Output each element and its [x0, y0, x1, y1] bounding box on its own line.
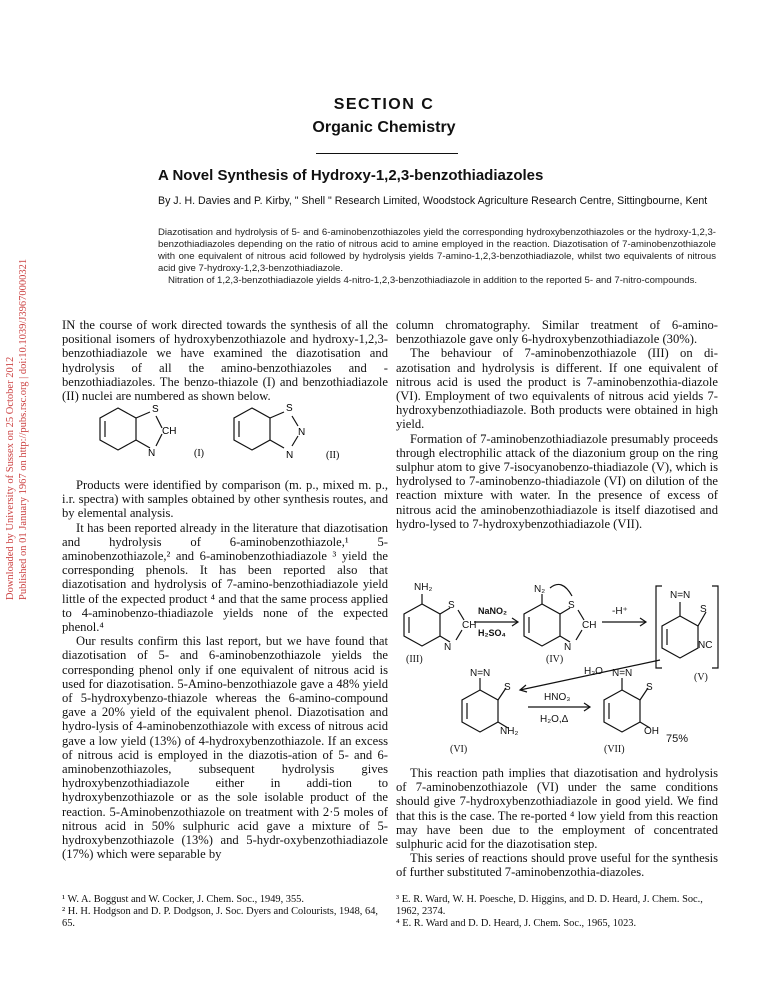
atom-ch: CH: [162, 426, 177, 437]
paragraph: It has been reported already in the literature that diazotisation and hydrolysis of 6-aminobenzothiazole,¹ 5-aminobenzothiazole,² and 6-aminobenzothiadiazole ³ yield the corresponding phenols. It has been reported also that diazotisation and hydrolysis of 7-amino-benzothiadiazole yield little of the expected product ⁴ and that the same process applied to 4-aminobenzo-thiadiazole yields none of the expected phenol.⁴: [62, 520, 388, 635]
paragraph: Formation of 7-aminobenzothiadiazole presumably proceeds through electrophilic attack of the diazonium group on the ring sulphur atom to give 7-isocyanobenzo-thiadiazole (V), which is hydrolysed to 7-aminobenzo-thiadiazole (VI) on dilution of the reaction mixture with water. In the presence of excess of nitrous acid the aminobenzothiadiazole is itself diazotised and hydro-lysed to 7-hydroxybenzothiadiazole (VII).: [396, 431, 718, 531]
atom-s: S: [646, 682, 653, 693]
structure-label: (VII): [604, 744, 625, 755]
atom-n: N: [286, 450, 294, 461]
structure-label: (II): [326, 450, 340, 461]
right-column-body: [396, 318, 718, 531]
intro-paragraph: IN the course of work directed towards the synthesis of all the positional isomers of hydroxybenzothiazole and hydroxy-1,2,3-benzothiadiazole we have examined the diazotisation and hydrolysis of all the amino-benzothiazoles and -benzothiadiazoles. The benzo-thiazole (I) and benzothiadiazole (II) nuclei are numbered as shown below.: [62, 318, 388, 404]
structure-label: (I): [194, 448, 204, 459]
abstract: [158, 227, 716, 287]
atom-n: N: [298, 427, 306, 438]
reagent-label: H₂O: [584, 666, 603, 677]
paragraph: Products were identified by comparison (m. p., mixed m. p., i.r. spectra) with samples obtained by other synthesis routes, and by elemental analysis.: [62, 478, 388, 521]
atom-s: S: [504, 682, 511, 693]
atom-n2plus: N₂: [534, 584, 546, 595]
title-rule: [316, 153, 458, 154]
atom-nn: N=N: [670, 590, 691, 601]
download-watermark: [4, 240, 32, 600]
atom-nc: NC: [698, 640, 713, 651]
structure-label: (V): [694, 672, 708, 683]
paragraph: Our results confirm this last report, but we have found that diazotisation of 5- and 6-aminobenzothiazole yields the corresponding phenol only if one equivalent of nitrous acid is used for diazotisation. 5-Amino-benzothiazole gave a 48% yield of 5-hydroxybenzo-thiazole whereas the 6-amino-compound gave a 20% yield of the equivalent phenol. Diazotisation and hydro-lysis of 4-aminobenzothiazole with excess of nitrous acid gave a low yield (13%) of 4-hydroxybenzothiazole. If an excess of nitrous acid is employed in the diazotis-ation of 5- and 6-aminobenzothiazoles, subsequent hydrolysis gives hydroxybenzothiadiazole either in addi-tion to hydroxybenzothiazole or as the sole isolable product of the reaction. 5-Aminobenzothiazole on treatment with 2·5 moles of nitrous acid in 50% sulphuric acid gave a mixture of 5-hydroxybenzothiazole (13%) and 5-hydr-oxybenzothiadiazole (17%) which were separable by: [62, 634, 388, 862]
footnotes-right: [396, 894, 718, 930]
footnote: ¹ W. A. Boggust and W. Cocker, J. Chem. Soc., 1949, 355.: [62, 894, 304, 905]
atom-n: N: [444, 642, 452, 653]
paragraph: This reaction path implies that diazotisation and hydrolysis of 7-aminobenzothiazole (VI) under the same conditions should give 7-hydroxybenzothiadiazole in good yield. We find that this is the case. The re-ported ⁴ low yield from this reaction may have been due to the employment of concentrated sulphuric acid for the diazotisation step.: [396, 766, 718, 852]
article-title: A Novel Synthesis of Hydroxy-1,2,3-benzothiadiazoles: [158, 167, 544, 184]
left-column-intro: [62, 318, 388, 403]
footnote: ² H. H. Hodgson and D. P. Dodgson, J. Soc. Dyers and Colourists, 1948, 64, 65.: [62, 906, 378, 929]
left-column-body: [62, 478, 388, 861]
atom-ch: CH: [582, 620, 597, 631]
publish-line: Published on 01 January 1967 on http://pubs.rsc.org | doi:10.1039/J39670000321: [18, 258, 29, 600]
atom-nh2: NH₂: [500, 726, 519, 737]
atom-ch: CH: [462, 620, 477, 631]
atom-s: S: [448, 600, 455, 611]
footnote: ⁴ E. R. Ward and D. D. Heard, J. Chem. Soc., 1965, 1023.: [396, 918, 637, 929]
atom-n: N: [564, 642, 572, 653]
yield-label: 75%: [666, 733, 689, 745]
paragraph: This series of reactions should prove useful for the synthesis of further substituted 7-aminobenzothia-diazoles.: [396, 851, 718, 880]
atom-s: S: [152, 404, 159, 415]
reaction-scheme: [400, 572, 720, 760]
atom-n: N: [148, 448, 156, 459]
atom-nh2: NH₂: [414, 582, 433, 593]
atom-s: S: [568, 600, 575, 611]
abstract-para-1: Diazotisation and hydrolysis of 5- and 6-aminobenzothiazoles yield the corresponding hydroxybenzothiazoles or the hydroxy-1,2,3-benzothiadiazoles depending on the ratio of nitrous acid to amine employed in the reaction. Diazotisation of 7-aminobenzothiazole with one equivalent of nitrous acid followed by hydrolysis yields 7-amino-1,2,3-benzothiadiazole, whilst two equivalents of nitrous acid give 7-hydroxy-1,2,3-benzothiadiazole.: [158, 227, 716, 274]
structure-i: [96, 402, 216, 470]
footnote: ³ E. R. Ward, W. H. Poesche, D. Higgins, and D. D. Heard, J. Chem. Soc., 1962, 2374.: [396, 894, 703, 917]
structure-ii: [230, 398, 360, 470]
right-column-conclusion: [396, 766, 718, 880]
footnotes-left: [62, 894, 388, 930]
reagent-label: H₂O,Δ: [540, 714, 569, 725]
paragraph: column chromatography. Similar treatment of 6-amino-benzothiazole gave only 6-hydroxybenzothiadiazole (30%).: [396, 318, 718, 347]
atom-oh: OH: [644, 726, 659, 737]
atom-s: S: [700, 604, 707, 615]
structure-label: (IV): [546, 654, 564, 665]
reagent-label: NaNO₂: [478, 606, 508, 616]
download-line: Downloaded by University of Sussex on 25 October 2012: [5, 356, 16, 600]
structure-label: (III): [406, 654, 423, 665]
minus-proton: -H⁺: [612, 606, 628, 617]
author-byline: By J. H. Davies and P. Kirby, " Shell " Research Limited, Woodstock Agriculture Research Centre, Sittingbourne, Kent: [158, 195, 708, 207]
structure-label: (VI): [450, 744, 468, 755]
section-heading: SECTION C: [333, 96, 435, 113]
atom-nn: N=N: [612, 668, 633, 679]
abstract-para-2: Nitration of 1,2,3-benzothiadiazole yields 4-nitro-1,2,3-benzothiadiazole in addition to the reported 5- and 7-nitro-compounds.: [168, 275, 698, 286]
atom-nn: N=N: [470, 668, 491, 679]
paragraph: The behaviour of 7-aminobenzothiazole (III) on di-azotisation and hydrolysis is different. If one equivalent of nitrous acid is used the product is 7-aminobenzothia-diazole (VI). Employment of two equivalents of nitrous acid yields 7-hydroxybenzothiadiazole. Both products were obtained in high yield.: [396, 346, 718, 432]
section-subject: Organic Chemistry: [312, 119, 456, 136]
reagent-label: H₂SO₄: [478, 628, 506, 638]
atom-s: S: [286, 403, 293, 414]
reagent-label: HNO₃: [544, 692, 571, 703]
